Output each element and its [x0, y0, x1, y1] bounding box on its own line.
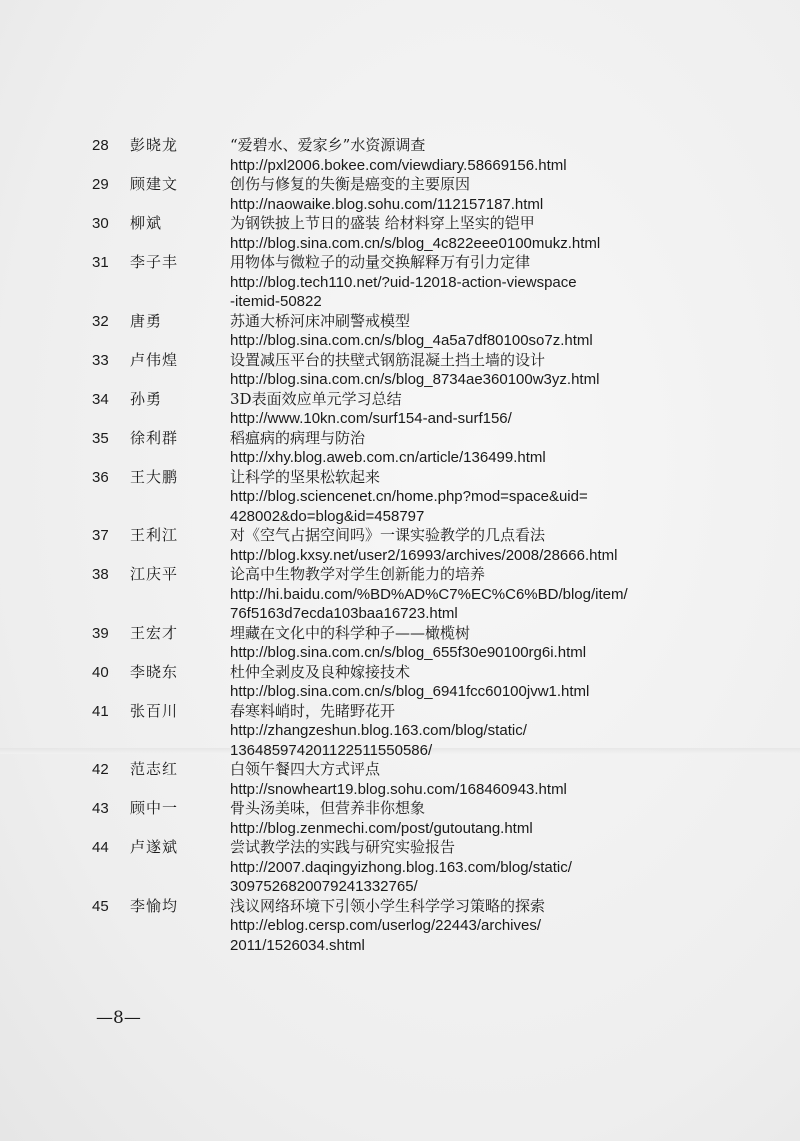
- entry-number: 33: [92, 351, 109, 369]
- entry-body: [230, 429, 782, 468]
- entry-title: 尝试教学法的实践与研究实验报告: [230, 838, 456, 856]
- author-name: 卢遂斌: [130, 838, 179, 856]
- author-name: 江庆平: [130, 565, 179, 583]
- list-item: [92, 175, 782, 214]
- entry-body: [230, 565, 782, 624]
- author-name: 柳斌: [130, 214, 163, 232]
- entry-body: [230, 799, 782, 838]
- entry-url: http://blog.zenmechi.com/post/gutoutang.html: [230, 819, 533, 837]
- list-item: [92, 351, 782, 390]
- entry-number: 34: [92, 390, 109, 408]
- entry-url: http://blog.kxsy.net/user2/16993/archives/2008/28666.html: [230, 546, 618, 564]
- list-item: [92, 799, 782, 838]
- author-name: 张百川: [130, 701, 179, 720]
- entry-title: 浅议网络环境下引领小学生科学学习策略的探索: [230, 896, 546, 915]
- list-item: [92, 702, 782, 761]
- list-item: [92, 468, 782, 527]
- entry-body: [230, 351, 782, 390]
- entry-body: [230, 526, 782, 565]
- list-item: [92, 838, 782, 897]
- author-name: 顾建文: [130, 175, 179, 193]
- entry-title: 骨头汤美味，但营养非你想象: [230, 799, 426, 817]
- entry-body: [230, 702, 782, 761]
- entry-url: http://www.10kn.com/surf154-and-surf156/: [230, 410, 512, 427]
- author-name: 范志红: [130, 760, 179, 778]
- list-item: [92, 565, 782, 624]
- entry-url: http://blog.sina.com.cn/s/blog_4a5a7df80100so7z.html: [230, 332, 593, 349]
- entry-url: http://blog.sina.com.cn/s/blog_8734ae360100w3yz.html: [230, 371, 600, 388]
- entry-title: 白领午餐四大方式评点: [230, 760, 381, 778]
- entry-url: http://hi.baidu.com/%BD%AD%C7%EC%C6%BD/blog/item/ 76f5163d7ecda103baa16723.html: [230, 585, 628, 622]
- author-name: 唐勇: [130, 311, 163, 330]
- entry-number: 38: [92, 566, 109, 583]
- entry-title: 对《空气占据空间吗》一课实验教学的几点看法: [230, 526, 546, 544]
- entry-title: 论高中生物教学对学生创新能力的培养: [230, 565, 486, 583]
- entry-title: 为钢铁披上节日的盛装 给材料穿上坚实的铠甲: [230, 214, 535, 232]
- entry-url: http://blog.tech110.net/?uid-12018-action-viewspace -itemid-50822: [230, 273, 577, 310]
- entry-title: “爱碧水、爱家乡”水资源调查: [230, 136, 426, 154]
- author-name: 李子丰: [130, 253, 179, 271]
- entry-body: [230, 253, 782, 312]
- entry-url: http://pxl2006.bokee.com/viewdiary.58669156.html: [230, 156, 567, 174]
- list-item: [92, 526, 782, 565]
- list-item: [92, 390, 782, 429]
- entry-title: 杜仲全剥皮及良种嫁接技术: [230, 662, 411, 681]
- entry-number: 36: [92, 468, 109, 486]
- entry-body: [230, 468, 782, 527]
- entry-number: 41: [92, 702, 109, 720]
- entry-body: [230, 624, 782, 663]
- entry-url: http://snowheart19.blog.sohu.com/168460943.html: [230, 780, 567, 798]
- list-item: [92, 429, 782, 468]
- list-item: [92, 624, 782, 663]
- list-item: [92, 136, 782, 175]
- entry-number: 35: [92, 429, 109, 447]
- entry-body: [230, 663, 782, 702]
- entry-body: [230, 175, 782, 214]
- list-item: [92, 663, 782, 702]
- list-item: [92, 897, 782, 956]
- author-name: 李愉均: [130, 896, 179, 915]
- entry-number: 30: [92, 215, 109, 232]
- entry-number: 29: [92, 176, 109, 193]
- author-name: 徐利群: [130, 428, 179, 447]
- entry-url: http://blog.sina.com.cn/s/blog_4c822eee0100mukz.html: [230, 234, 601, 252]
- author-name: 彭晓龙: [130, 136, 179, 154]
- entry-body: [230, 136, 782, 175]
- entry-body: [230, 390, 782, 429]
- entry-url: http://2007.daqingyizhong.blog.163.com/blog/static/ 30975268200792413327​65/: [230, 858, 572, 895]
- author-name: 卢伟煌: [130, 350, 179, 369]
- entry-title: 3D表面效应单元学习总结: [230, 389, 402, 408]
- entry-title: 埋藏在文化中的科学种子——橄榄树: [230, 623, 471, 642]
- entry-url: http://xhy.blog.aweb.com.cn/article/136499.html: [230, 449, 546, 466]
- entry-body: [230, 897, 782, 956]
- author-name: 孙勇: [130, 389, 163, 408]
- entry-number: 43: [92, 800, 109, 817]
- entry-body: [230, 838, 782, 897]
- author-name: 王利江: [130, 526, 179, 544]
- entry-number: 39: [92, 624, 109, 642]
- entry-title: 设置减压平台的扶壁式钢筋混凝土挡土墙的设计: [230, 350, 546, 369]
- list-item: [92, 760, 782, 799]
- entry-number: 42: [92, 761, 109, 778]
- list-item: [92, 312, 782, 351]
- entry-body: [230, 760, 782, 799]
- entry-number: 40: [92, 663, 109, 681]
- entry-body: [230, 312, 782, 351]
- entry-number: 37: [92, 527, 109, 544]
- author-name: 王宏才: [130, 623, 179, 642]
- entry-list: [92, 136, 782, 955]
- entry-url: http://naowaike.blog.sohu.com/112157187.html: [230, 195, 544, 213]
- entry-title: 苏通大桥河床冲刷警戒模型: [230, 311, 411, 330]
- entry-number: 45: [92, 897, 109, 915]
- list-item: [92, 214, 782, 253]
- page-number: —8—: [96, 1008, 141, 1028]
- entry-number: 44: [92, 839, 109, 856]
- entry-number: 32: [92, 312, 109, 330]
- entry-url: http://blog.sina.com.cn/s/blog_6941fcc60100jvw1.html: [230, 683, 590, 700]
- author-name: 王大鹏: [130, 467, 179, 486]
- entry-url: http://zhangzeshun.blog.163.com/blog/static/ 136485974201122511550586/: [230, 722, 527, 759]
- entry-number: 31: [92, 254, 109, 271]
- entry-title: 创伤与修复的失衡是癌变的主要原因: [230, 175, 471, 193]
- author-name: 顾中一: [130, 799, 179, 817]
- entry-url: http://blog.sina.com.cn/s/blog_655f30e90100rg6i.html: [230, 644, 587, 661]
- entry-title: 用物体与微粒子的动量交换解释万有引力定律: [230, 253, 531, 271]
- author-name: 李晓东: [130, 662, 179, 681]
- entry-body: [230, 214, 782, 253]
- entry-title: 春寒料峭时，先睹野花开: [230, 701, 396, 720]
- list-item: [92, 253, 782, 312]
- entry-title: 让科学的坚果松软起来: [230, 467, 381, 486]
- entry-title: 稻瘟病的病理与防治: [230, 428, 366, 447]
- entry-number: 28: [92, 137, 109, 154]
- entry-url: http://eblog.cersp.com/userlog/22443/archives/ 2011/1526034.shtml: [230, 917, 542, 954]
- entry-url: http://blog.sciencenet.cn/home.php?mod=space&uid= 428002&do=blog&id=458797: [230, 488, 588, 525]
